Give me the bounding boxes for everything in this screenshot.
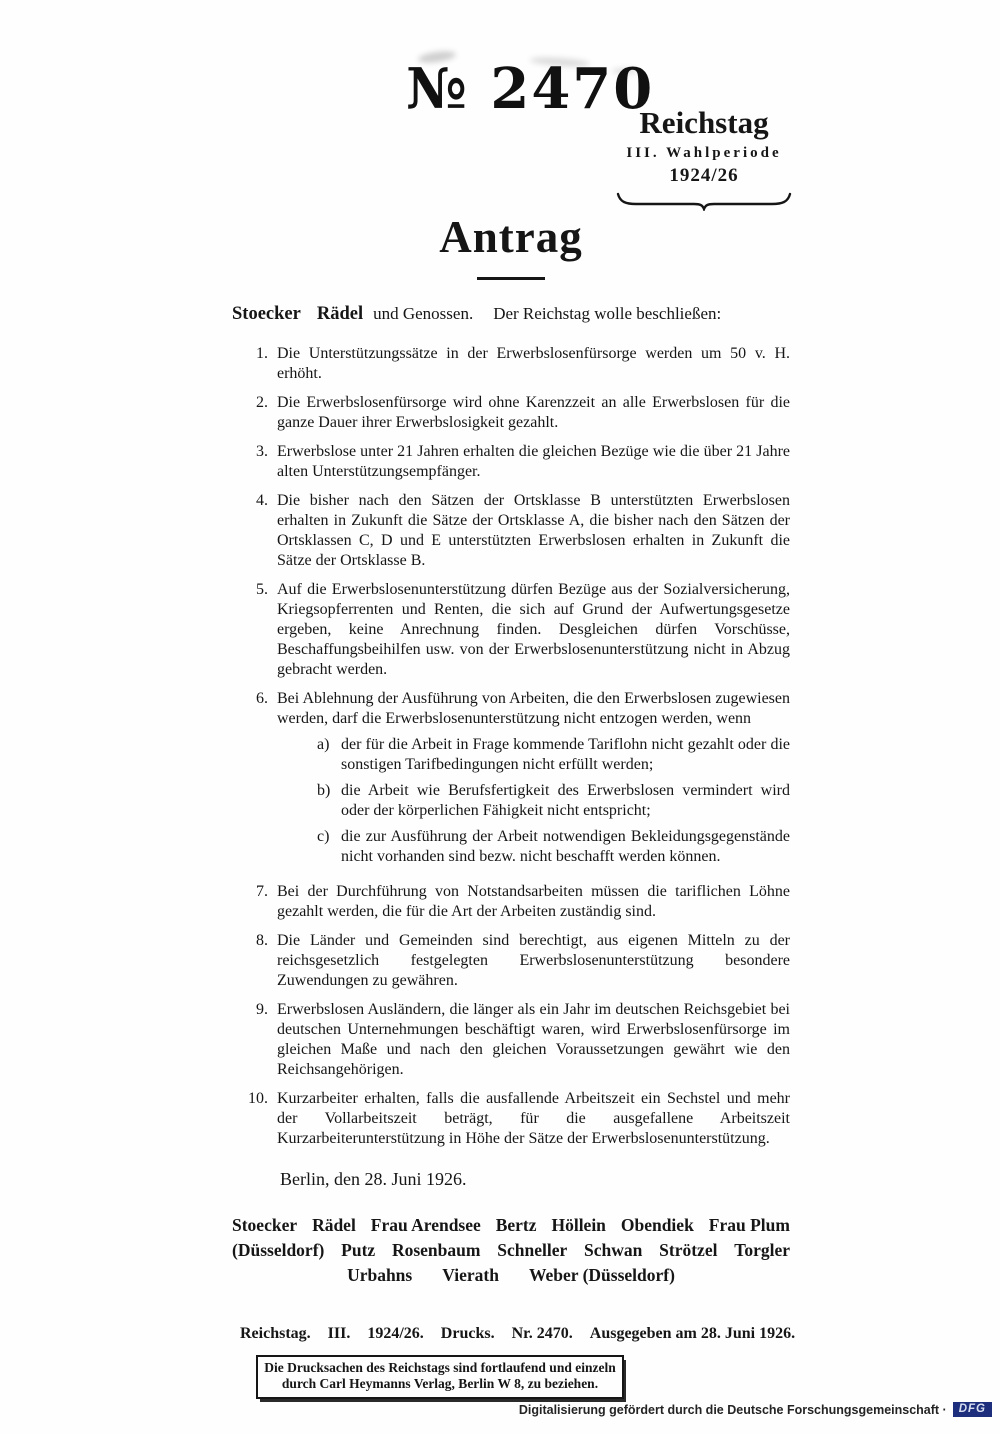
list-item-3: [232, 442, 790, 482]
title-divider: [477, 277, 545, 280]
sub-item-text: der für die Arbeit in Frage kommende Tariflohn nicht gezahlt oder die sonstigen Tarifbedingungen nicht erfüllt werden;: [341, 736, 790, 773]
item-number: 8.: [256, 932, 268, 949]
motion-item-list: [232, 344, 790, 1149]
digitization-notice-text: Digitalisierung gefördert durch die Deutsche Forschungsgemeinschaft ·: [518, 1402, 947, 1417]
sponsor-name-1: Stoecker: [232, 304, 301, 324]
publisher-notice-line-1: Die Drucksachen des Reichstags sind fortlaufend und einzeln: [264, 1360, 616, 1375]
list-segment: Höllein: [551, 1215, 606, 1235]
list-segment: Drucks.: [440, 1325, 495, 1342]
document-body: [232, 304, 796, 1399]
item-text: Erwerbslose unter 21 Jahren erhalten die gleichen Bezüge wie die über 21 Jahre alten Unterstützungsempfänger.: [277, 443, 790, 480]
item-text: Bei Ablehnung der Ausführung von Arbeiten, die den Erwerbslosen zugewiesen werden, darf die Erwerbslosenunterstützung nicht entzogen werden, wenn: [277, 690, 790, 727]
list-item-5: [232, 580, 790, 680]
sub-item-b: [317, 781, 790, 821]
item-number: 4.: [256, 492, 268, 509]
sub-item-marker: a): [317, 736, 330, 753]
list-segment: Frau Arendsee: [370, 1215, 481, 1235]
dateline: Berlin, den 28. Juni 1926.: [280, 1169, 467, 1189]
item-text: Auf die Erwerbslosenunterstützung dürfen Bezüge aus der Sozialversicherung, Kriegsopferrenten und Renten, die sich auf Grund der Aufwertungsgesetze ergeben, keine Anrechnung finden. Desgleichen dürfen Vorschüsse, Beschaffungsbeihilfen usw. von der Erwerbslosenunterstützung nicht in Abzug gebracht werden.: [277, 581, 790, 678]
item-text: Die Unterstützungssätze in der Erwerbslosenfürsorge werden um 50 v. H. erhöht.: [277, 345, 790, 382]
session-years: 1924/26: [669, 165, 739, 186]
sub-item-marker: b): [317, 782, 331, 799]
list-item-6: [232, 689, 790, 873]
list-segment: Torgler: [734, 1240, 790, 1260]
sub-item-text: die zur Ausführung der Arbeit notwendigen Bekleidungsgegenstände nicht vorhanden sind bezw. nicht beschafft werden können.: [341, 828, 790, 865]
list-item-10: [232, 1089, 790, 1149]
list-item-8: [232, 931, 790, 991]
list-segment: Strötzel: [659, 1240, 718, 1260]
list-segment: III.: [327, 1325, 351, 1342]
sponsor-name-2: Rädel: [316, 304, 364, 324]
signature-block: [232, 1213, 790, 1288]
institution-name: Reichstag: [639, 105, 769, 140]
list-segment: Nr. 2470.: [511, 1325, 573, 1342]
sub-item-marker: c): [317, 828, 330, 845]
document-number-stamp: № 2470: [406, 56, 655, 122]
list-segment: Rädel: [312, 1215, 356, 1235]
dfg-logo: DFG: [953, 1402, 992, 1417]
signature-row-1: [232, 1213, 790, 1238]
sponsor-line: [232, 304, 790, 324]
page-title: Antrag: [439, 212, 583, 262]
signature-row-2: [232, 1238, 790, 1263]
election-period: III. Wahlperiode: [626, 145, 782, 161]
item-text: Die Länder und Gemeinden sind berechtigt, aus eigenen Mitteln zu der reichsgesetzlich festgelegten Erwerbslosenunterstützung besondere Zuwendungen zu gewähren.: [277, 932, 790, 989]
item-number: 7.: [256, 883, 268, 900]
item-text: Die bisher nach den Sätzen der Ortsklasse B unterstützten Erwerbslosen erhalten in Zukunft die Sätze der Ortsklasse A, die bisher nach den Sätzen der Ortsklassen C, D und E unterstützten Erwerbslosen erhalten in Zukunft die Sätze der Ortsklasse B.: [277, 492, 790, 569]
list-segment: Urbahns: [347, 1265, 413, 1285]
list-segment: Weber (Düsseldorf): [528, 1265, 675, 1285]
item-text: Die Erwerbslosenfürsorge wird ohne Karenzzeit an alle Erwerbslosen für die ganze Dauer ihrer Erwerbslosigkeit gezahlt.: [277, 394, 790, 431]
sub-item-c: [317, 827, 790, 867]
item-number: 10.: [248, 1090, 268, 1107]
item-number: 9.: [256, 1001, 268, 1018]
title-block: [232, 212, 790, 280]
list-segment: Vierath: [442, 1265, 499, 1285]
list-item-7: [232, 882, 790, 922]
item-number: 6.: [256, 690, 268, 707]
item-body: [277, 689, 790, 873]
item-text: Erwerbslosen Ausländern, die länger als ein Jahr im deutschen Reichsgebiet bei deutschen Unternehmungen beschäftigt waren, wird Erwerbslosenfürsorge im gleichen Maße und nach den gleichen Voraussetzungen gewährt wie den Reichsangehörigen.: [277, 1001, 790, 1078]
item-number: 3.: [256, 443, 268, 460]
list-segment: Reichstag.: [240, 1325, 311, 1342]
sub-item-list: [277, 735, 790, 867]
list-item-2: [232, 393, 790, 433]
publisher-notice-box: [256, 1355, 624, 1399]
item-number: 2.: [256, 394, 268, 411]
list-segment: Stoecker: [232, 1215, 298, 1235]
resolution-phrase: Der Reichstag wolle beschließen:: [493, 304, 722, 323]
list-segment: Frau Plum: [708, 1215, 790, 1235]
imprint-line: [240, 1324, 796, 1344]
publisher-notice-line-2: durch Carl Heymanns Verlag, Berlin W 8, zu beziehen.: [281, 1376, 599, 1391]
list-item-9: [232, 1000, 790, 1080]
sub-item-text: die Arbeit wie Berufsfertigkeit des Erwerbslosen vermindert wird oder der körperlichen Fähigkeit nicht entspricht;: [341, 782, 790, 819]
list-segment: Rosenbaum: [391, 1240, 481, 1260]
sponsor-connector: und Genossen.: [373, 304, 474, 323]
item-number: 1.: [256, 345, 268, 362]
item-number: 5.: [256, 581, 268, 598]
signature-row-3: [232, 1263, 790, 1288]
list-segment: Schneller: [497, 1240, 568, 1260]
item-text: Bei der Durchführung von Notstandsarbeiten müssen die tariflichen Löhne gezahlt werden, die für die Art der Arbeiten zuständig sind.: [277, 883, 790, 920]
list-segment: 1924/26.: [367, 1325, 424, 1342]
reichstag-header-block: [608, 106, 800, 211]
list-segment: (Düsseldorf): [232, 1240, 325, 1260]
digitization-notice: [519, 1402, 992, 1417]
sub-item-a: [317, 735, 790, 775]
list-segment: Ausgegeben am 28. Juni 1926.: [589, 1325, 796, 1342]
list-segment: Schwan: [584, 1240, 643, 1260]
list-item-4: [232, 491, 790, 571]
list-segment: Putz: [341, 1240, 376, 1260]
list-item-1: [232, 344, 790, 384]
item-text: Kurzarbeiter erhalten, falls die ausfallende Arbeitszeit ein Sechstel und mehr der Vollarbeitszeit beträgt, für die ausgefallene Arbeitszeit Kurzarbeiterunterstützung in Höhe der Sätze der Erwerbslosenunterstützung.: [277, 1090, 790, 1147]
list-segment: Bertz: [495, 1215, 537, 1235]
list-segment: Obendiek: [620, 1215, 694, 1235]
underbrace-ornament: [615, 191, 793, 211]
